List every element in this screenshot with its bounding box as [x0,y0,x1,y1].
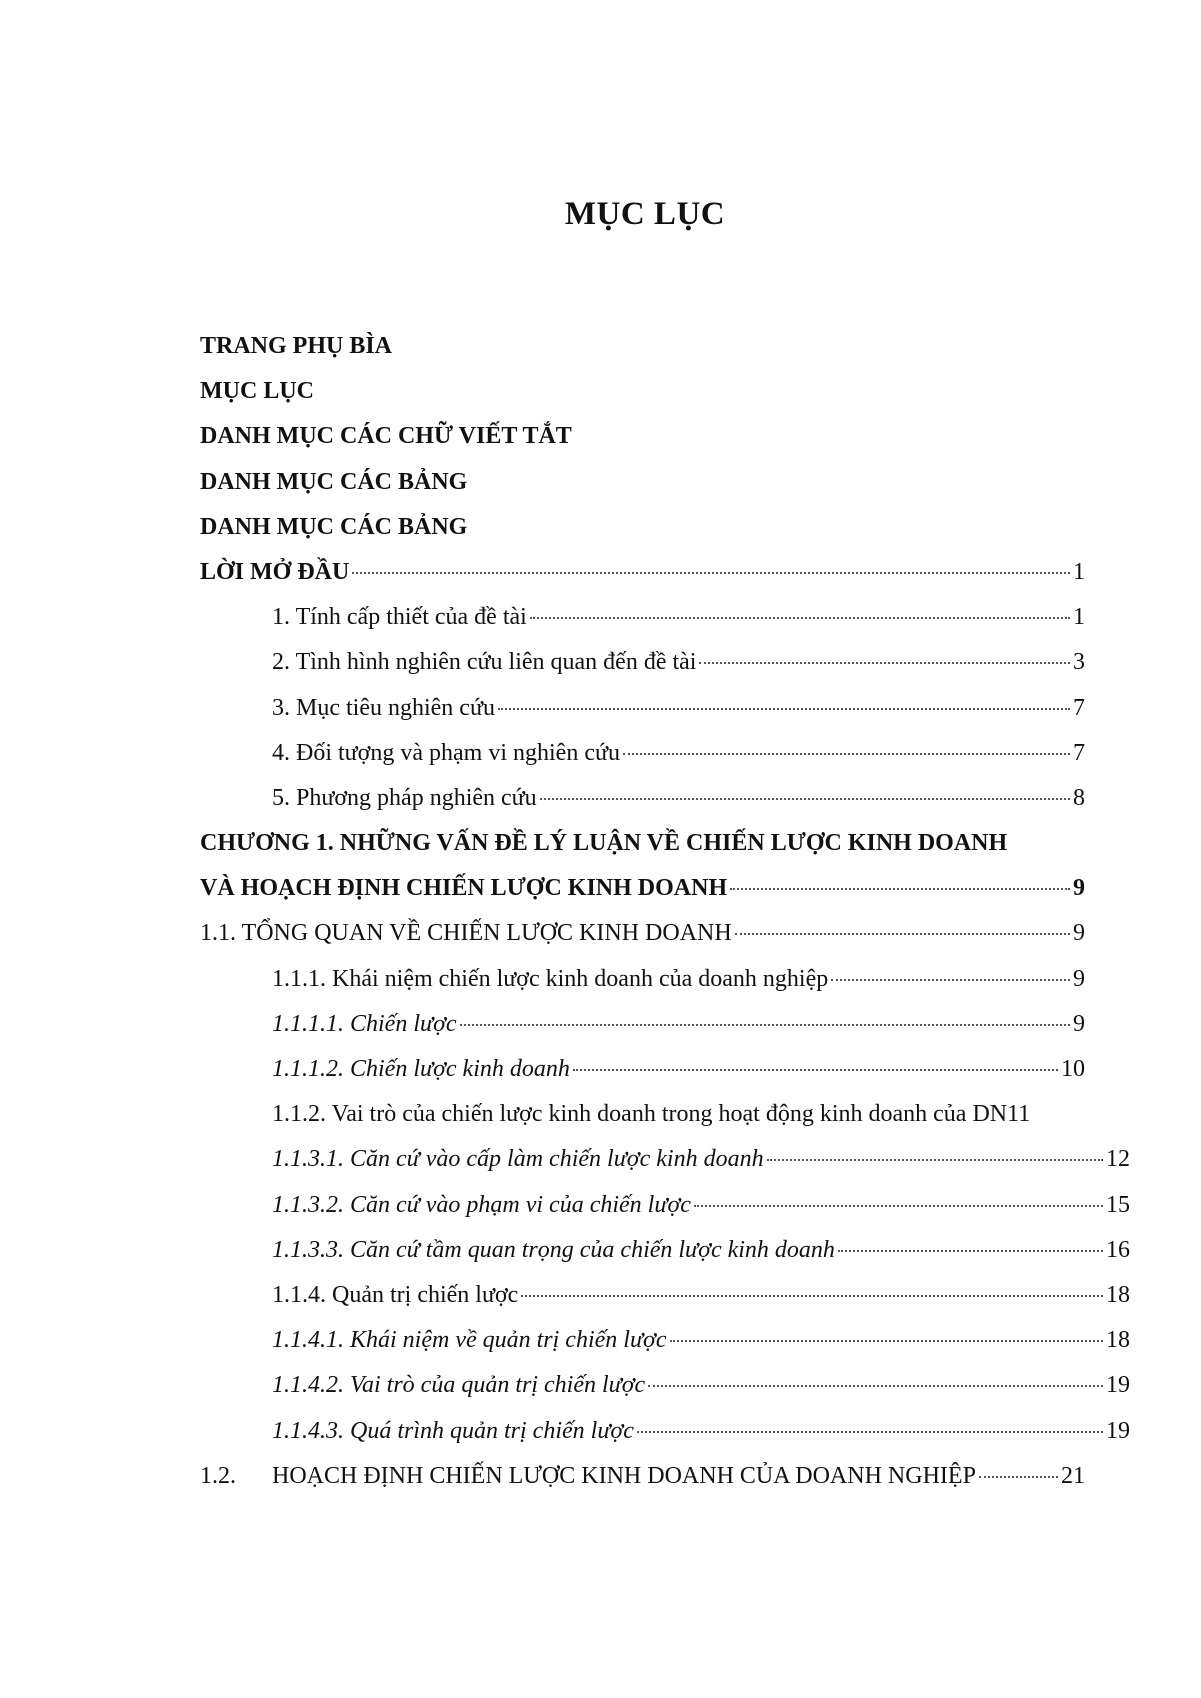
toc-entry[interactable] [200,333,1085,378]
toc-entry[interactable] [200,1192,1130,1237]
dot-leader [735,933,1070,935]
dot-leader [831,979,1070,981]
toc-page-number: 1 [1073,604,1085,631]
toc-entry-label: CHƯƠNG 1. NHỮNG VẤN ĐỀ LÝ LUẬN VỀ CHIẾN LƯỢC KINH DOANH [200,830,1008,857]
toc-entry-label: DANH MỤC CÁC BẢNG [200,513,468,540]
toc-page-number: 19 [1106,1372,1130,1399]
dot-leader [979,1476,1058,1478]
toc-entry[interactable] [200,423,1085,468]
toc-entry[interactable] [200,1011,1085,1056]
toc-entry[interactable] [200,469,1085,514]
toc-page-number: 7 [1073,739,1085,766]
dot-leader [648,1385,1103,1387]
toc-entry-label: 1.1.4. Quản trị chiến lược [272,1281,519,1308]
toc-entry-label: 1.1.1.2. Chiến lược kinh doanh [272,1056,570,1082]
toc-entry[interactable] [200,1146,1130,1191]
toc-page-number: 12 [1106,1146,1130,1173]
toc-entry-label: 1.1.2. Vai trò của chiến lược kinh doanh trong hoạt động kinh doanh của DN11 [272,1101,1031,1128]
toc-entry[interactable] [200,559,1085,604]
toc-entry-label: 1.1.3.3. Căn cứ tầm quan trọng của chiến lược kinh doanh [272,1236,835,1263]
toc-page-number: 3 [1073,649,1085,676]
toc-entry[interactable] [200,1372,1130,1417]
dot-leader [623,753,1070,755]
dot-leader [699,662,1070,664]
dot-leader [352,572,1070,574]
toc-entry-text: HOẠCH ĐỊNH CHIẾN LƯỢC KINH DOANH CỦA DOANH NGHIỆP [272,1462,976,1489]
toc-entry[interactable] [200,920,1085,965]
toc-entry-label: 1.1.1. Khái niệm chiến lược kinh doanh của doanh nghiệp [272,965,829,992]
toc-entry-label: MỤC LỤC [200,378,314,405]
toc-entry-label: 2. Tình hình nghiên cứu liên quan đến đề tài [272,649,697,676]
dot-leader [530,617,1070,619]
toc-page-number: 18 [1106,1281,1130,1308]
toc-entry[interactable] [200,785,1085,830]
toc-entry-label: 5. Phương pháp nghiên cứu [272,784,537,811]
toc-entry-label: DANH MỤC CÁC BẢNG [200,468,468,495]
toc-entry[interactable] [200,695,1085,740]
toc-entry[interactable] [200,378,1085,423]
toc-page-number: 16 [1106,1236,1130,1263]
toc-entry-label: 1.1.3.2. Căn cứ vào phạm vi của chiến lược [272,1191,691,1218]
toc-entry[interactable] [200,1282,1130,1327]
table-of-contents [200,333,1130,1508]
toc-page-number: 1 [1073,558,1085,585]
toc-entry[interactable] [200,740,1085,785]
dot-leader [730,888,1070,890]
toc-entry[interactable] [200,604,1085,649]
toc-entry-label [200,1463,976,1490]
toc-entry-label: 4. Đối tượng và phạm vi nghiên cứu [272,739,620,766]
toc-entry[interactable] [200,1463,1085,1508]
toc-entry-label: VÀ HOẠCH ĐỊNH CHIẾN LƯỢC KINH DOANH [200,875,728,902]
toc-entry[interactable] [200,1056,1085,1101]
toc-entry[interactable] [200,1237,1130,1282]
toc-page-number: 8 [1073,784,1085,811]
toc-entry[interactable] [200,966,1085,1011]
dot-leader [460,1024,1070,1026]
toc-page-number: 9 [1073,965,1085,992]
toc-entry-label: LỜI MỞ ĐẦU [200,558,350,585]
toc-entry-label: 1.1. TỔNG QUAN VỀ CHIẾN LƯỢC KINH DOANH [200,920,732,947]
dot-leader [521,1295,1103,1297]
toc-entry[interactable] [200,1101,1085,1146]
toc-entry[interactable] [200,875,1085,920]
toc-page-number: 10 [1061,1056,1085,1082]
dot-leader [694,1205,1103,1207]
toc-entry-label: 1. Tính cấp thiết của đề tài [272,604,527,631]
toc-entry[interactable] [200,1418,1130,1463]
toc-entry[interactable] [200,830,1085,875]
toc-page-number: 19 [1106,1417,1130,1444]
toc-entry-number: 1.2. [200,1462,236,1489]
toc-entry-label: 1.1.4.2. Vai trò của quản trị chiến lược [272,1372,646,1399]
toc-page-number: 18 [1106,1327,1130,1354]
dot-leader [670,1340,1104,1342]
page-title: MỤC LỤC [564,196,726,232]
toc-entry-label: DANH MỤC CÁC CHỮ VIẾT TẮT [200,423,572,450]
toc-entry[interactable] [200,514,1085,559]
toc-page-number: 9 [1073,875,1085,902]
toc-entry[interactable] [200,649,1085,694]
toc-entry-label: 1.1.4.3. Quá trình quản trị chiến lược [272,1417,634,1444]
toc-entry-label: 1.1.1.1. Chiến lược [272,1010,457,1037]
dot-leader [573,1069,1058,1071]
toc-entry-label: 1.1.3.1. Căn cứ vào cấp làm chiến lược kinh doanh [272,1146,764,1173]
toc-page-number: 9 [1073,1010,1085,1037]
dot-leader [767,1159,1103,1161]
toc-page-number: 7 [1073,694,1085,721]
dot-leader [637,1431,1103,1433]
dot-leader [540,798,1070,800]
toc-entry[interactable] [200,1327,1130,1372]
dot-leader [498,708,1070,710]
toc-page-number: 21 [1061,1462,1085,1489]
dot-leader [838,1250,1103,1252]
toc-entry-label: TRANG PHỤ BÌA [200,333,393,359]
toc-entry-label: 3. Mục tiêu nghiên cứu [272,694,495,721]
toc-page-number: 9 [1073,920,1085,947]
toc-entry-label: 1.1.4.1. Khái niệm về quản trị chiến lược [272,1327,667,1354]
toc-page-number: 15 [1106,1191,1130,1218]
